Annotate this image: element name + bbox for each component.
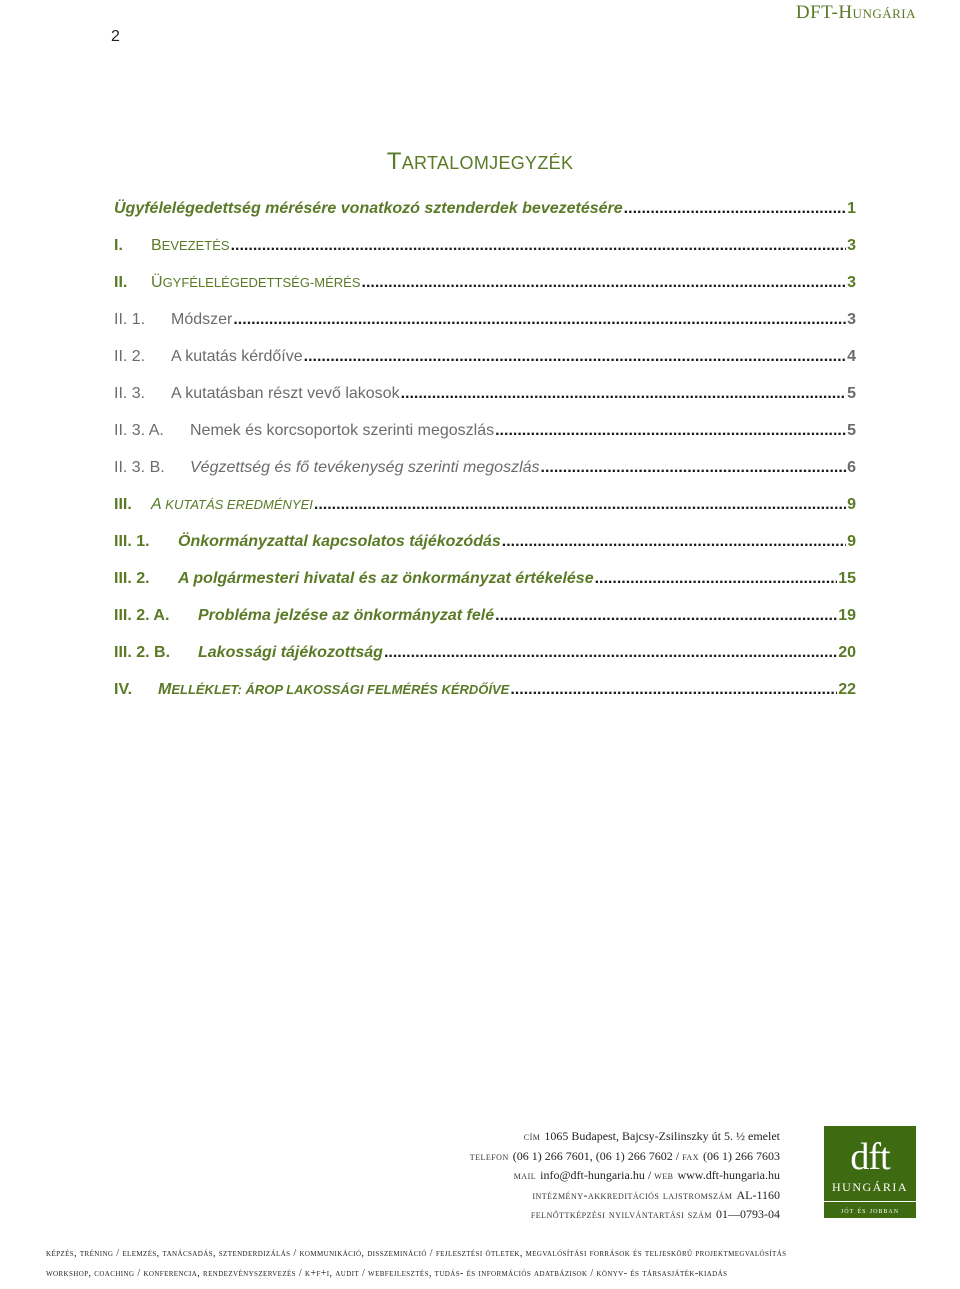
- toc-entry-label: BEVEZETÉS: [151, 237, 230, 254]
- footer-services: [46, 1248, 916, 1288]
- toc-entry-label: A kutatás kérdőíve: [171, 348, 303, 365]
- toc-entry-number: III. 2. B.: [114, 644, 171, 661]
- toc-entry-page: 5: [847, 422, 856, 439]
- toc-entry-page: 9: [847, 496, 856, 513]
- toc-entry-page: 6: [847, 459, 856, 476]
- toc-entry-page: 3: [847, 274, 856, 291]
- toc-leader: [362, 274, 847, 292]
- toc-title-rest: ARTALOMJEGYZÉK: [401, 153, 574, 173]
- web-link[interactable]: www.dft-hungaria.hu: [677, 1168, 780, 1182]
- toc-entry[interactable]: [114, 274, 856, 311]
- toc-leader: [495, 422, 846, 440]
- toc-entry-page: 5: [847, 385, 856, 402]
- toc-title: [0, 148, 960, 176]
- page-number: 2: [111, 28, 120, 45]
- contact-address: cím 1065 Budapest, Bajcsy-Zsilinszky út 5. ½ emelet: [523, 1129, 780, 1143]
- toc-leader: [624, 200, 846, 218]
- toc-entry-label: A KUTATÁS EREDMÉNYEI: [151, 496, 313, 513]
- toc-entry[interactable]: [114, 385, 856, 422]
- toc-leader: [595, 570, 838, 588]
- toc-entry-number: IV.: [114, 681, 133, 698]
- toc-leader: [541, 459, 847, 477]
- toc-entry-page: 3: [847, 311, 856, 328]
- toc-entry[interactable]: [114, 607, 856, 644]
- mail-link[interactable]: info@dft-hungaria.hu: [540, 1168, 645, 1182]
- toc-entry-number: I.: [114, 237, 123, 254]
- toc-entry-label: Ügyfélelégedettség mérésére vonatkozó sztenderdek bevezetésére: [114, 200, 623, 217]
- toc-entry-page: 22: [838, 681, 856, 698]
- toc-entry-label: Nemek és korcsoportok szerinti megoszlás: [190, 422, 495, 439]
- contact-accreditation: intézmény-akkreditációs lajstromszám AL-1160: [532, 1187, 780, 1202]
- toc-entry[interactable]: [114, 533, 856, 570]
- toc-entry[interactable]: [114, 348, 856, 385]
- toc-entry-label: ÜGYFÉLELÉGEDETTSÉG-MÉRÉS: [151, 274, 361, 291]
- toc-entry-label: Módszer: [171, 311, 233, 328]
- toc-leader: [304, 348, 846, 366]
- toc-entry[interactable]: [114, 200, 856, 237]
- toc-entry-number: III. 1.: [114, 533, 150, 550]
- toc-entry[interactable]: [114, 459, 856, 496]
- toc-entry-label: Végzettség és fő tevékenység szerinti megoszlás: [190, 459, 540, 476]
- toc-entry-label: MELLÉKLET: ÁROP LAKOSSÁGI FELMÉRÉS KÉRDŐÍVE: [158, 681, 510, 698]
- toc-entry-page: 20: [838, 644, 856, 661]
- logo-name: HUNGÁRIA: [832, 1180, 908, 1194]
- table-of-contents: [114, 200, 856, 718]
- toc-entry[interactable]: [114, 237, 856, 274]
- toc-entry[interactable]: [114, 570, 856, 607]
- toc-entry-page: 4: [847, 348, 856, 365]
- toc-entry-number: II. 1.: [114, 311, 146, 328]
- contact-registration: felnőttképzési nyilvántartási szám 01—0793-04: [530, 1207, 780, 1221]
- toc-leader: [495, 607, 837, 625]
- toc-leader: [314, 496, 846, 514]
- toc-entry-page: 3: [847, 237, 856, 254]
- toc-entry-number: III. 2. A.: [114, 607, 170, 624]
- dft-logo: [824, 1126, 916, 1218]
- contact-block: [470, 1127, 780, 1225]
- toc-entry-number: III.: [114, 496, 132, 513]
- footer-line: képzés, tréning / elemzés, tanácsadás, sztenderdizálás / kommunikáció, disszemináció / fejlesztési ötletek, megvalósítási források és teljeskörű projektmegvalósítás: [46, 1248, 787, 1259]
- toc-entry-label: Probléma jelzése az önkormányzat felé: [198, 607, 495, 624]
- brand-header: DFT-Hungária: [795, 2, 916, 23]
- toc-leader: [502, 533, 846, 551]
- toc-entry-number: II. 2.: [114, 348, 146, 365]
- toc-entry-number: II. 3. B.: [114, 459, 165, 476]
- toc-entry-number: II. 3.: [114, 385, 146, 402]
- toc-entry[interactable]: [114, 681, 856, 718]
- toc-title-initial: T: [386, 148, 402, 175]
- logo-mark: dft: [850, 1136, 890, 1178]
- toc-entry-label: A polgármesteri hivatal és az önkormányzat értékelése: [178, 570, 594, 587]
- logo-slogan: jót és jobban: [824, 1201, 916, 1218]
- footer-line: workshop, coaching / konferencia, rendezvényszervezés / k+f+i, audit / webfejlesztés, tudás- és információs adatbázisok / könyv- és társasjáték-kiadás: [46, 1268, 728, 1279]
- toc-entry-label: Önkormányzattal kapcsolatos tájékozódás: [178, 533, 501, 550]
- toc-leader: [233, 311, 846, 329]
- toc-entry-page: 1: [847, 200, 856, 217]
- contact-phone: telefon (06 1) 266 7601, (06 1) 266 7602 / fax (06 1) 266 7603: [469, 1148, 780, 1163]
- contact-mail: mail info@dft-hungaria.hu / web www.dft-hungaria.hu: [513, 1168, 780, 1182]
- toc-entry-label: Lakossági tájékozottság: [198, 644, 383, 661]
- toc-entry-number: II. 3. A.: [114, 422, 164, 439]
- toc-entry-page: 19: [838, 607, 856, 624]
- toc-leader: [510, 681, 837, 699]
- toc-entry[interactable]: [114, 496, 856, 533]
- toc-entry[interactable]: [114, 644, 856, 681]
- toc-leader: [401, 385, 847, 403]
- toc-entry-number: III. 2.: [114, 570, 150, 587]
- toc-leader: [384, 644, 837, 662]
- toc-entry-page: 15: [838, 570, 856, 587]
- toc-entry-number: II.: [114, 274, 128, 291]
- toc-entry[interactable]: [114, 311, 856, 348]
- toc-entry-page: 9: [847, 533, 856, 550]
- toc-entry-label: A kutatásban részt vevő lakosok: [171, 385, 400, 402]
- toc-leader: [231, 237, 847, 255]
- toc-entry[interactable]: [114, 422, 856, 459]
